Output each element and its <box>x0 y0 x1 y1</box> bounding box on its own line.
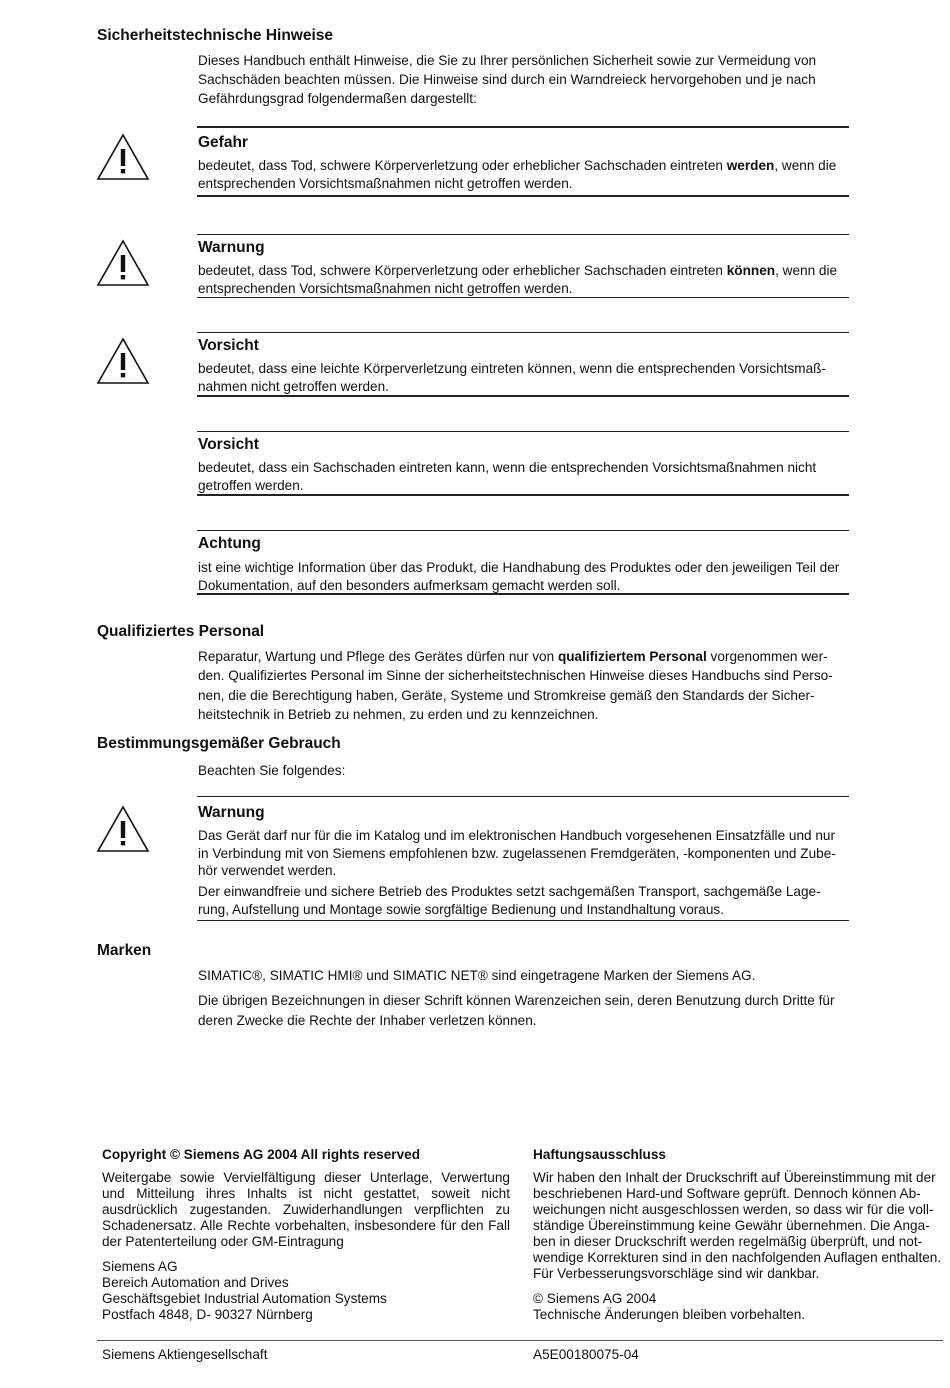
personnel-text: Reparatur, Wartung und Pflege des Gerätes dürfen nur von qualifiziertem Personal vorgenommen wer-den. Qualifiziertes Personal im Sinne der sicherheitstechnischen Hinweise dieses Handbuchs sind Perso-nen, die die Berechtigung haben, Geräte, Systeme und Stromkreise gemäß den Standards der Sicher-heitstechnik in Betrieb zu nehmen, zu erden und zu kennzeichnen. <box>198 649 833 722</box>
address-line: Bereich Automation and Drives <box>102 1275 289 1290</box>
notice-text-attention: ist eine wichtige Information über das Produkt, die Handhabung des Produktes oder den jeweiligen Teil der Dokumentation, auf den besonders aufmerksam gemacht werden soll. <box>198 560 840 593</box>
notice-top-rule <box>197 234 849 235</box>
section-title-brands: Marken <box>97 942 152 959</box>
notice-top-rule <box>197 530 849 531</box>
notice-title-caution-property: Vorsicht <box>198 436 259 453</box>
notice-title-attention: Achtung <box>198 535 261 552</box>
brands-text-1: SIMATIC®, SIMATIC HMI® und SIMATIC NET® sind eingetragene Marken der Siemens AG. <box>198 968 756 983</box>
copyright-title: Copyright © Siemens AG 2004 All rights reserved <box>102 1147 420 1162</box>
company-name: Siemens Aktiengesellschaft <box>102 1347 268 1362</box>
usage-warning-text-2: Der einwandfreie und sichere Betrieb des Produktes setzt sachgemäßen Transport, sachgemäße Lage-rung, Aufstellung und Montage sowie sorgfältige Bedienung und Instandhaltung voraus. <box>198 884 821 917</box>
disclaimer-note: Technische Änderungen bleiben vorbehalten. <box>533 1307 806 1322</box>
disclaimer-title: Haftungsausschluss <box>533 1147 666 1162</box>
notice-bottom-rule <box>197 920 849 921</box>
notice-title-caution: Vorsicht <box>198 337 259 354</box>
notice-text-warning: bedeutet, dass Tod, schwere Körperverletzung oder erheblicher Sachschaden eintreten können, wenn die entsprechenden Vorsichtsmaßnahmen nicht getroffen werden. <box>198 263 838 296</box>
brands-text-2: Die übrigen Bezeichnungen in dieser Schrift können Warenzeichen sein, deren Benutzung durch Dritte für deren Zwecke die Rechte der Inhaber verletzen können. <box>198 993 835 1028</box>
disclaimer-text: Wir haben den Inhalt der Druckschrift auf Übereinstimmung mit der beschriebenen Hard-und Software geprüft. Dennoch können Ab-weichungen nicht ausgeschlossen werden, so dass wir für die voll-ständige Übereinstimmung keine Gewähr übernehmen. Die Anga-ben in dieser Druckschrift werden regelmäßig überprüft, und not-wendige Korrekturen sind in den nachfolgenden Auflagen enthalten. Für Verbesserungsvorschläge sind wir dankbar. <box>533 1170 942 1281</box>
warning-triangle-icon <box>96 133 150 181</box>
notice-top-rule <box>197 332 849 333</box>
notice-title-warning: Warnung <box>198 239 265 256</box>
notice-text-danger: bedeutet, dass Tod, schwere Körperverletzung oder erheblicher Sachschaden eintreten werden, wenn die entsprechenden Vorsichtsmaßnahmen nicht getroffen werden. <box>198 158 837 191</box>
footer-divider <box>97 1340 943 1341</box>
notice-bottom-rule <box>197 494 849 496</box>
section-title-safety: Sicherheitstechnische Hinweise <box>97 27 334 44</box>
notice-bottom-rule <box>197 395 849 397</box>
document-number: A5E00180075-04 <box>533 1347 639 1362</box>
address-line: Postfach 4848, D- 90327 Nürnberg <box>102 1307 313 1322</box>
warning-triangle-icon <box>96 239 150 287</box>
address-line: Siemens AG <box>102 1259 178 1274</box>
notice-top-rule <box>197 126 849 128</box>
section-title-usage: Bestimmungsgemäßer Gebrauch <box>97 735 341 752</box>
warning-triangle-icon <box>96 337 150 385</box>
notice-top-rule <box>197 796 849 797</box>
notice-text-caution: bedeutet, dass eine leichte Körperverletzung eintreten können, wenn die entsprechenden Vorsichtsmaß-nahmen nicht getroffen werden. <box>198 361 826 394</box>
disclaimer-copyright: © Siemens AG 2004 <box>533 1291 657 1306</box>
usage-warning-title: Warnung <box>198 804 265 821</box>
notice-text-caution-property: bedeutet, dass ein Sachschaden eintreten kann, wenn die entsprechenden Vorsichtsmaßnahmen nicht getroffen werden. <box>198 460 817 493</box>
notice-bottom-rule <box>197 195 849 197</box>
copyright-text: Weitergabe sowie Vervielfältigung dieser Unterlage, Verwertung und Mitteilung ihres Inhalts ist nicht gestattet, soweit nicht ausdrücklich zugestanden. Zuwiderhandlungen verpflichten zu Schadenersatz. Alle Rechte vorbehalten, insbesondere für den Fall der Patenterteilung oder GM-Eintragung <box>102 1170 510 1249</box>
section-title-personnel: Qualifiziertes Personal <box>97 623 265 640</box>
address-line: Geschäftsgebiet Industrial Automation Systems <box>102 1291 387 1306</box>
usage-warning-text-1: Das Gerät darf nur für die im Katalog und im elektronischen Handbuch vorgesehenen Einsatzfälle und nur in Verbindung mit von Siemens empfohlenen bzw. zugelassenen Fremdgeräten, -komponenten und Zube-hör verwendet werden. <box>198 828 836 878</box>
notice-top-rule <box>197 431 849 432</box>
address-block <box>102 1259 510 1323</box>
warning-triangle-icon <box>96 805 150 853</box>
usage-intro: Beachten Sie folgendes: <box>198 763 346 778</box>
notice-bottom-rule <box>197 297 849 298</box>
safety-intro: Dieses Handbuch enthält Hinweise, die Sie zu Ihrer persönlichen Sicherheit sowie zur Vermeidung von Sachschäden beachten müssen. Die Hinweise sind durch ein Warndreieck hervorgehoben und je nach Gefährdungsgrad folgendermaßen dargestellt: <box>198 53 817 106</box>
notice-title-danger: Gefahr <box>198 134 248 151</box>
notice-bottom-rule <box>197 593 849 595</box>
